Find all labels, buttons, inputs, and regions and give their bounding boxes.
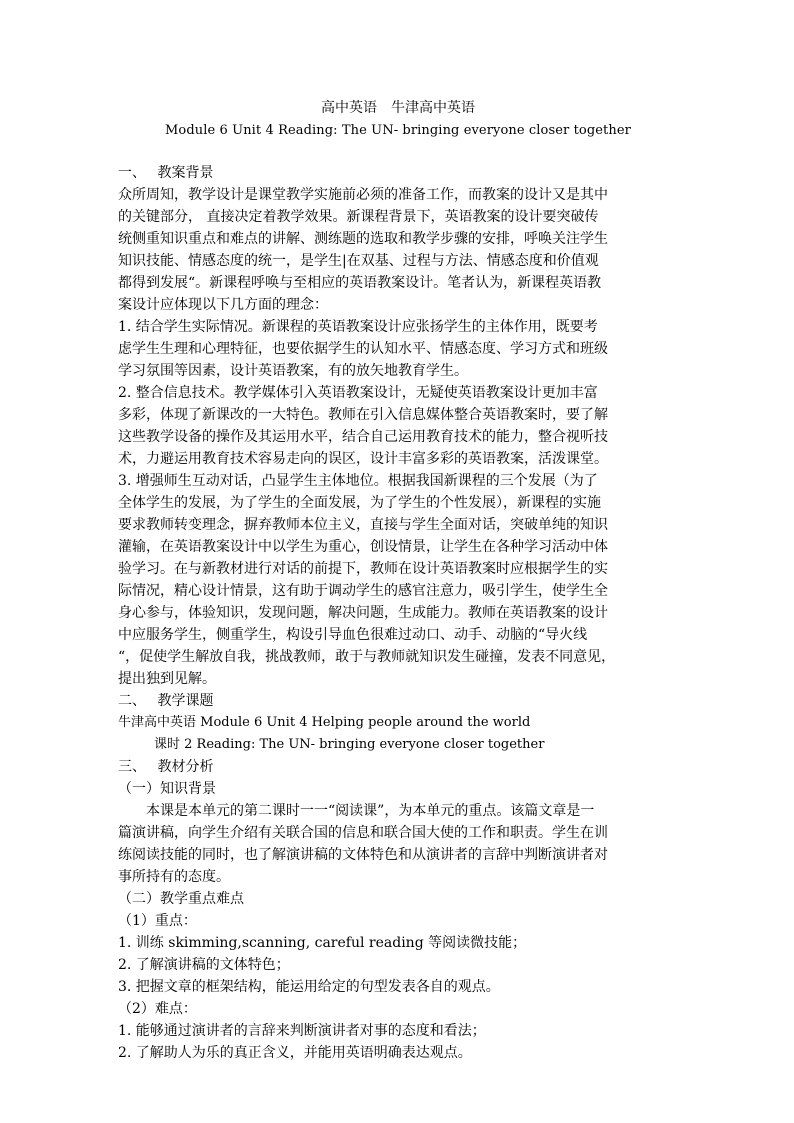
paragraph-line: 统侧重知识重点和难点的讲解、测练题的选取和教学步骤的安排，呼唤关注学生 [118,231,608,247]
section-heading-topic: 二、 教学课题 [118,693,214,709]
subsection-heading-difficulty: （2）难点： [118,1001,197,1017]
list-item-line: “，促使学生解放自我，挑战教师，敢于与教师就知识发生碰撞，发表不同意见， [118,649,616,665]
list-item-line: 全体学生的发展，为了学生的全面发展，为了学生的个性发展），新课程的实施 [118,495,601,511]
list-item-line: 提出独到见解。 [118,671,216,687]
section-heading-analysis: 三、 教材分析 [118,759,214,775]
document-title: 高中英语 牛津高中英语 [321,100,475,116]
paragraph-line: 众所周知，教学设计是课堂教学实施前必须的准备工作，而教案的设计又是其中 [118,187,608,203]
list-item-line: 要求教师转变理念，摒弃教师本位主义，直接与学生全面对话，突破单纯的知识 [118,517,608,533]
list-item-line: 3. 把握文章的框架结构，能运用给定的句型发表各自的观点。 [118,979,500,995]
paragraph-line: 知识技能、情感态度的统一，是学生|在双基、过程与方法、情感态度和价值观 [118,253,599,269]
list-item-line: 术，力避运用教育技术容易走向的误区，设计丰富多彩的英语教案，活泼课堂。 [118,451,608,467]
list-item-line: 学习氛围等因素，设计英语教案，有的放矢地教育学生。 [118,363,468,379]
document-body [118,96,678,1064]
list-item-line: 中应服务学生，侧重学生，构设引导血色很难过动口、动手、动脑的“导火线 [118,627,588,643]
list-item-line: 虑学生生理和心理特征，也要依据学生的认知水平、情感态度、学习方式和班级 [118,341,608,357]
course-title-line: 牛津高中英语 Module 6 Unit 4 Helping people around the world [118,715,531,730]
paragraph-line: 练阅读技能的同时，也了解演讲稿的文体特色和从演讲者的言辞中判断演讲者对 [118,847,608,863]
paragraph-line: 案设计应体现以下几方面的理念： [118,297,328,313]
list-item-line: 这些教学设备的操作及其运用水平，结合自己运用教育技术的能力，整合视听技 [118,429,608,445]
paragraph-line: 都得到发展“。新课程呼唤与至相应的英语教案设计。笔者认为，新课程英语教 [118,275,602,291]
list-item-line: 1. 能够通过演讲者的言辞来判断演讲者对事的态度和看法； [118,1023,486,1039]
list-item-line: 2. 了解助人为乐的真正含义，并能用英语明确表达观点。 [118,1045,472,1061]
lesson-title-line: 课时 2 Reading: The UN- bringing everyone closer together [154,737,545,752]
paragraph-line: 事所持有的态度。 [118,869,230,885]
section-heading-background: 一、 教案背景 [118,165,214,181]
list-item-line: 身心参与，体验知识，发现问题，解决问题，生成能力。教师在英语教案的设计 [118,605,608,621]
list-item-line: 2. 了解演讲稿的文体特色； [118,957,290,973]
paragraph-line: 本课是本单元的第二课时一一“阅读课”，为本单元的重点。该篇文章是一 [118,803,595,819]
subsection-heading-focus: （1）重点： [118,913,197,929]
list-item-line: 2. 整合信息技术。教学媒体引入英语教案设计，无疑使英语教案设计更加丰富 [118,385,598,401]
blank-spacer [118,142,678,162]
list-item-line: 验学习。在与新教材进行对话的前提下，教师在设计英语教案时应根据学生的实 [118,561,608,577]
list-item-line: 际情况，精心设计情景，这有助于调动学生的感官注意力，吸引学生，使学生全 [118,583,608,599]
list-item-line: 1. 训练 skimming,scanning, careful reading 等阅读微技能； [118,935,527,951]
document-subtitle: Module 6 Unit 4 Reading: The UN- bringing everyone closer together [165,123,631,138]
list-item-line: 多彩，体现了新课改的一大特色。教师在引入信息媒体整合英语教案时，要了解 [118,407,608,423]
subsection-heading-knowledge: （一）知识背景 [118,781,216,797]
list-item-line: 灌输，在英语教案设计中以学生为重心，创设情景，让学生在各种学习活动中体 [118,539,608,555]
list-item-line: 1. 结合学生实际情况。新课程的英语教案设计应张扬学生的主体作用，既要考 [118,319,598,335]
paragraph-line: 的关键部分， 直接决定着教学效果。新课程背景下，英语教案的设计要突破传 [118,209,599,225]
subsection-heading-keypoints: （二）教学重点难点 [118,891,244,907]
paragraph-line: 篇演讲稿，向学生介绍有关联合国的信息和联合国大使的工作和职责。学生在训 [118,825,608,841]
list-item-line: 3. 增强师生互动对话，凸显学生主体地位。根据我国新课程的三个发展（为了 [118,473,598,489]
